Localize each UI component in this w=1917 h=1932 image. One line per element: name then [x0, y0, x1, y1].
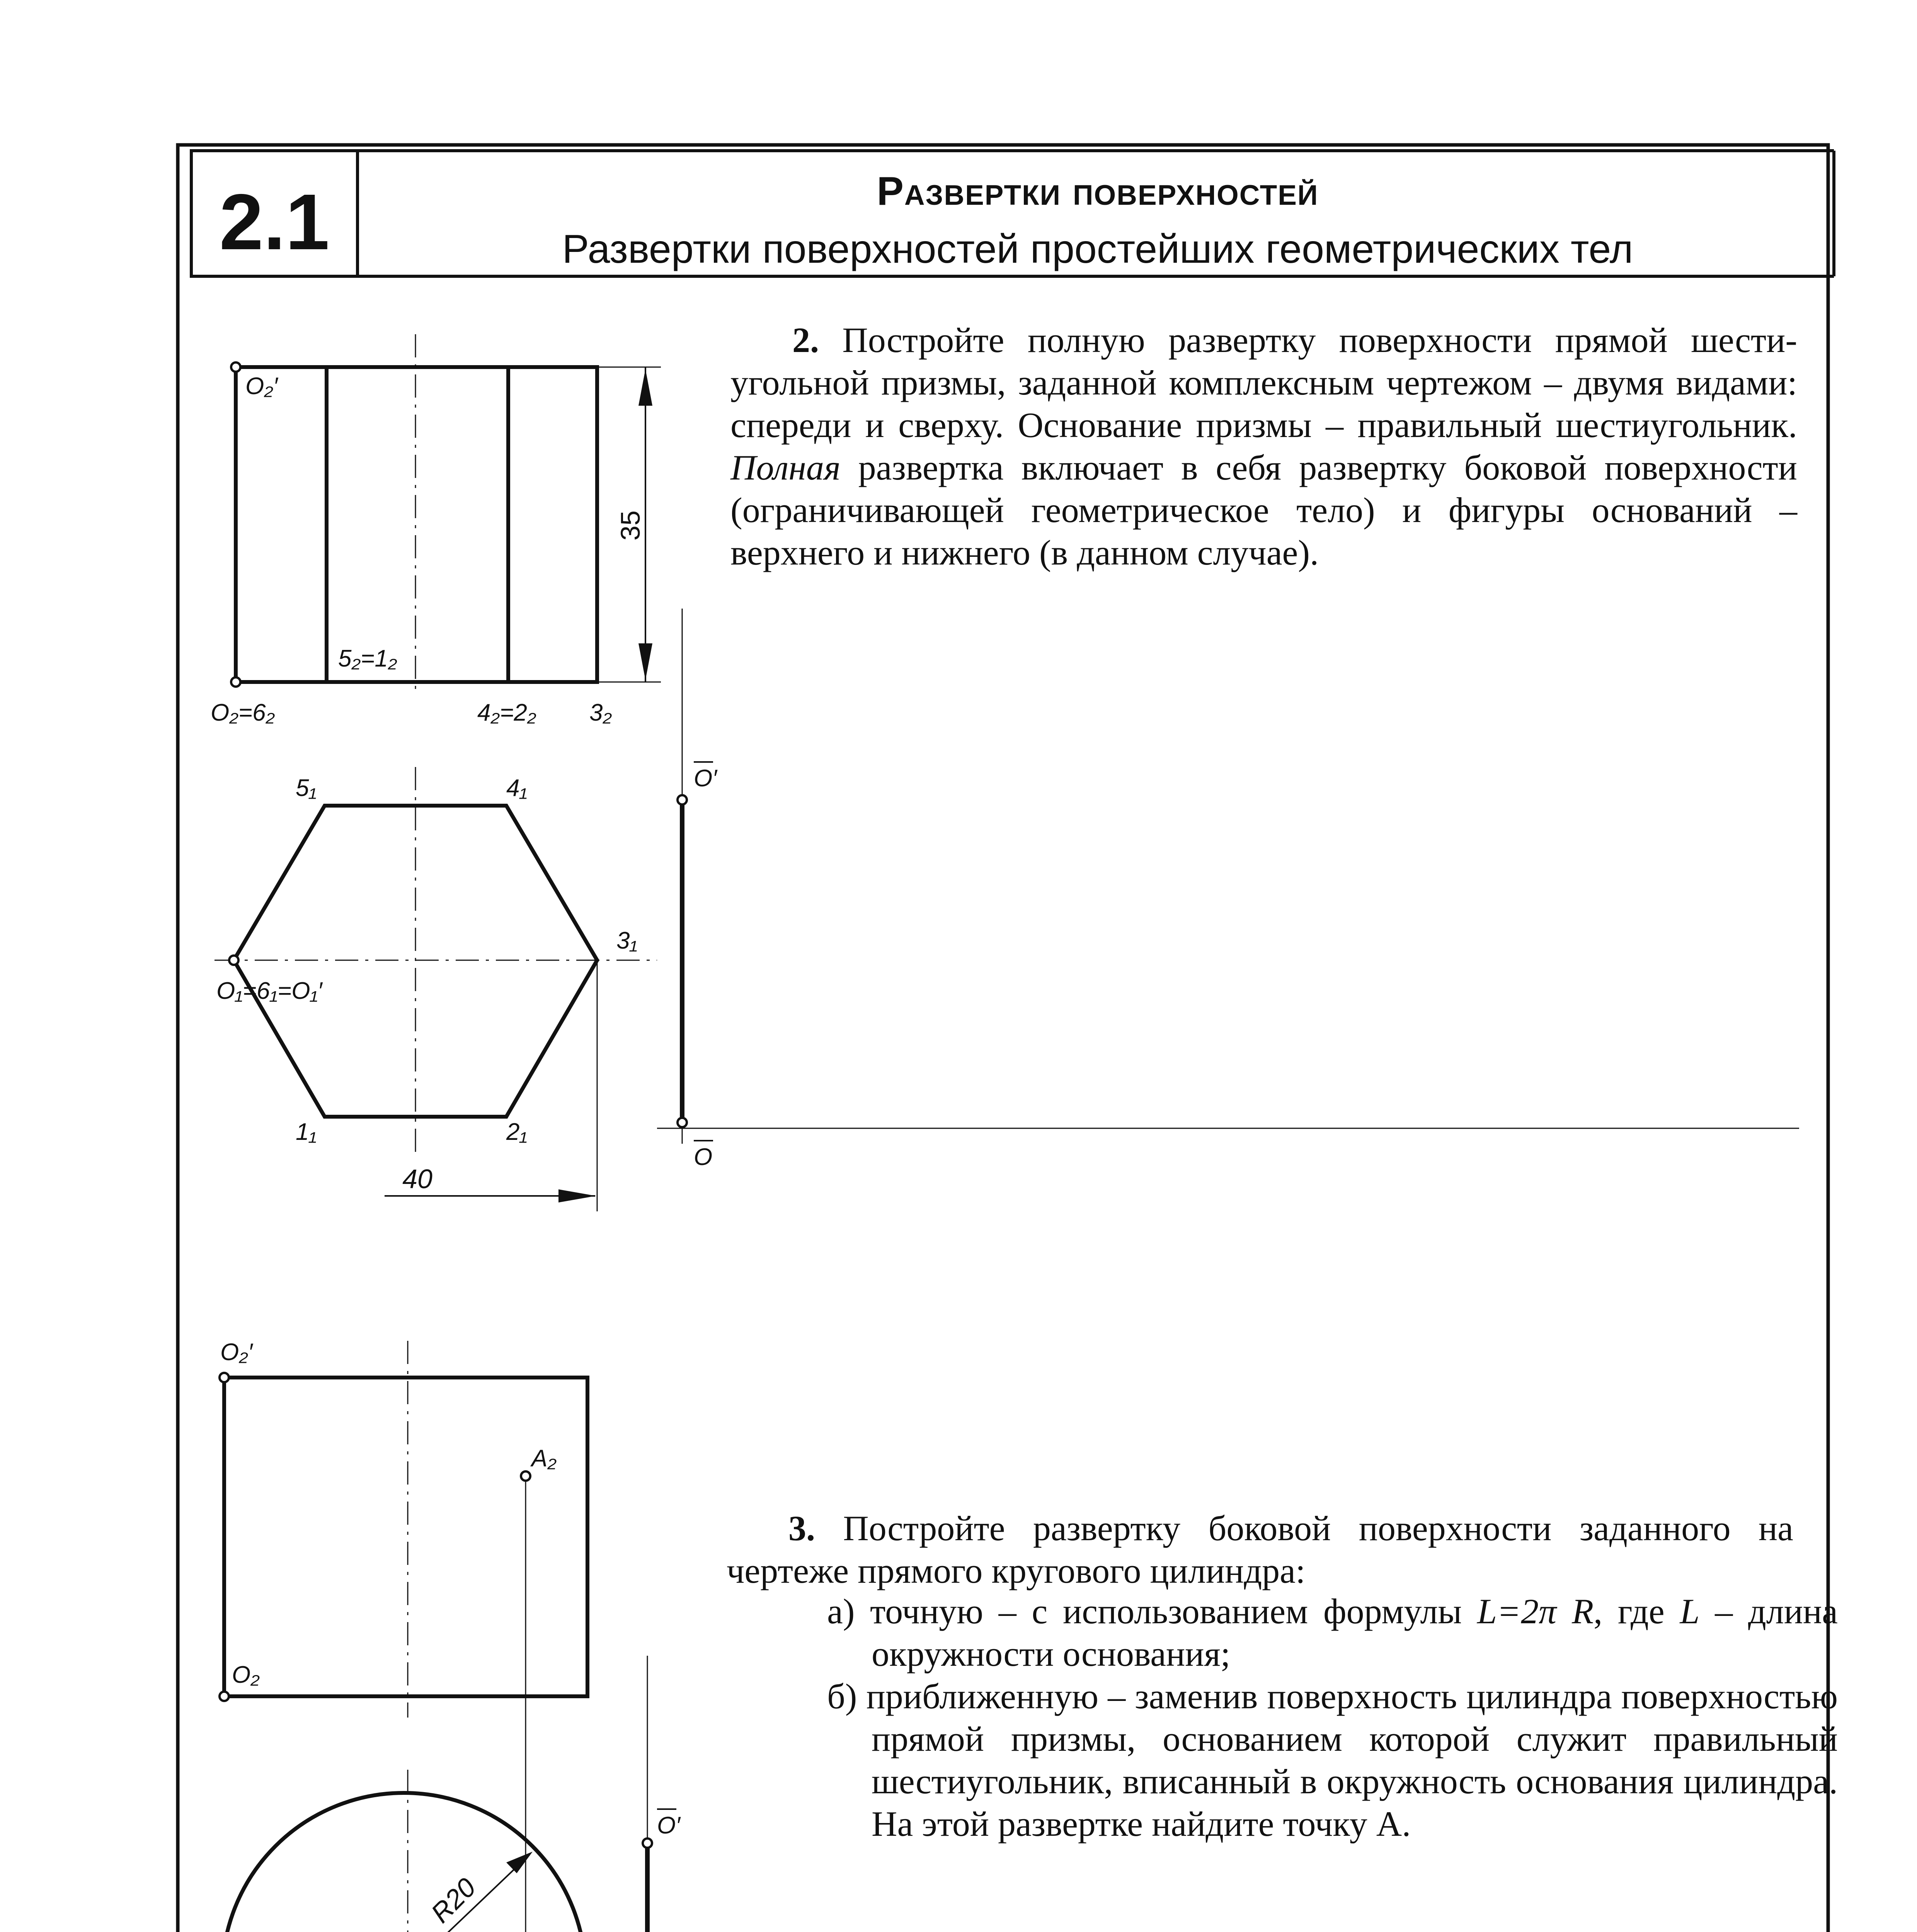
task3-item-b: б) приближенную – заменив поверхность цилиндра поверхностью прямой призмы, основанием которой служит правильный шестиугольник, вписанный в окружность основания цилиндра. На этой развертке найдите точку А. — [827, 1677, 1838, 1844]
item-a-prefix: а) точную – с использованием формулы — [827, 1592, 1477, 1631]
label-3-2: 3₂ — [589, 699, 612, 726]
label-a2: A₂ — [531, 1445, 557, 1472]
dim-width: 40 — [402, 1164, 432, 1194]
prism-front-view — [231, 334, 661, 692]
label-1-1: 1₁ — [296, 1119, 317, 1145]
task2-text-after: развертка включает в себя развертку боковой поверхности (ограничивающей геометрическое тело) и фигуры оснований – верхнего и нижнего (в данном случае). — [730, 448, 1797, 572]
task3-paragraph — [727, 1507, 1793, 1592]
task2-number: 2. — [792, 320, 819, 360]
section-number: 2.1 — [219, 178, 330, 266]
label-cyl-o2-prime: O₂′ — [220, 1339, 253, 1366]
section-subtitle: Развертки поверхностей простейших геометрических тел — [562, 227, 1633, 272]
label-o2-eq-6-2: O₂=6₂ — [211, 699, 275, 726]
label-4-1: 4₁ — [506, 775, 528, 801]
label-cyl-o-bar-prime: O′ — [657, 1812, 680, 1839]
cylinder-top-view — [207, 1696, 586, 1932]
task3-item-a — [827, 1590, 1838, 1675]
label-3-1: 3₁ — [616, 927, 638, 954]
task3-text: Постройте развертку боковой поверхности заданного на чертеже прямого кругового цилиндра: — [727, 1509, 1793, 1590]
label-4-2-eq-2-2: 4₂=2₂ — [477, 699, 536, 726]
label-o2-prime: O₂′ — [245, 373, 278, 400]
section-title: Развертки поверхностей — [877, 169, 1319, 214]
task2-italic-word: Полная — [730, 448, 841, 487]
label-o-bar-prime: O′ — [694, 765, 717, 792]
task2-text-before: Постройте полную развертку поверхности прямой шести-угольной призмы, заданной комплексным чертежом – двумя видами: спереди и сверху. Основание призмы – правильный шестиугольник. — [730, 320, 1797, 445]
prism-development-axes — [657, 609, 1799, 1144]
label-5-1: 5₁ — [296, 775, 317, 801]
item-a-formula: L=2π R — [1477, 1592, 1594, 1631]
cylinder-front-view — [220, 1341, 587, 1718]
label-o1-eq-6-1: O₁=6₁=O₁′ — [216, 978, 322, 1004]
task2-paragraph — [730, 319, 1797, 574]
task3-number: 3. — [788, 1509, 815, 1548]
label-cyl-o2: O₂ — [232, 1662, 260, 1688]
label-o-bar: O — [694, 1144, 713, 1170]
label-2-1: 2₁ — [506, 1119, 528, 1145]
label-r20: R20 — [425, 1872, 482, 1929]
label-5-2-eq-1-2: 5₂=1₂ — [338, 645, 397, 672]
item-a-suffix: – длина окружности основания; — [872, 1592, 1838, 1673]
item-a-mid: , где — [1594, 1592, 1680, 1631]
dim-height: 35 — [615, 510, 645, 541]
item-a-l: L — [1680, 1592, 1700, 1631]
